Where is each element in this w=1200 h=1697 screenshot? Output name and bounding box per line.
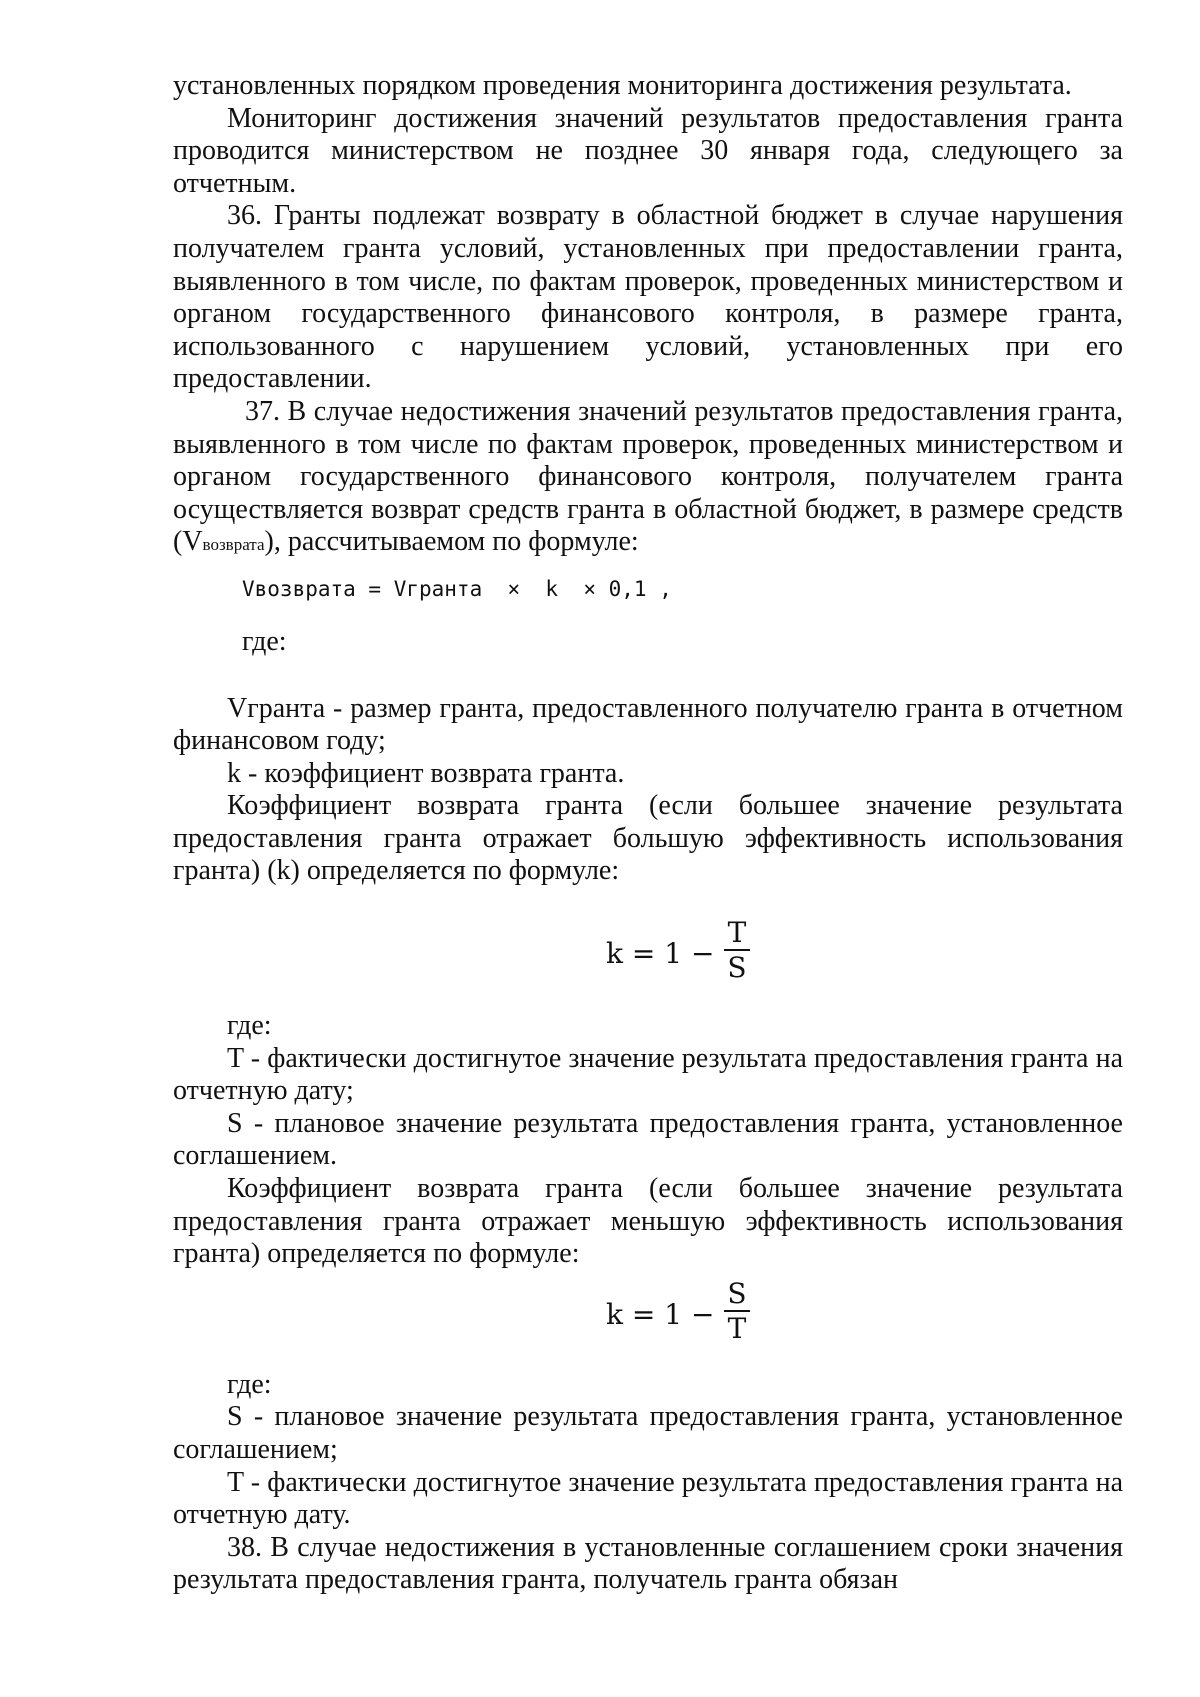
definition-s-2: S - плановое значение результата предоставления гранта, установленное соглашением; <box>173 1401 1123 1465</box>
definition-t: T - фактически достигнутое значение результата предоставления гранта на отчетную дату; <box>173 1042 1123 1107</box>
paragraph-36: 36. Гранты подлежат возврату в областной бюджет в случае нарушения получателем гранта условий, установленных при предоставлении гранта, выявленного в том числе, по фактам проверок, проведенных министерством и органом государственного финансового контроля, в размере гранта, использованного с нарушением условий, установленных при его предоставлении. <box>173 200 1123 395</box>
formula-2-numerator: S <box>727 1276 747 1310</box>
paragraph-monitoring: Мониторинг достижения значений результатов предоставления гранта проводится министерством не позднее 30 января года, следующего за отчетным. <box>173 102 1123 199</box>
paragraph-38: 38. В случае недостижения в установленные соглашением сроки значения результата предоставления гранта, получатель гранта обязан <box>173 1531 1123 1596</box>
paragraph-continuation: установленных порядком проведения мониторинга достижения результата. <box>173 70 1072 101</box>
formula-1-numerator: T <box>727 916 747 950</box>
document-body <box>173 70 1123 1597</box>
definition-t-2: T - фактически достигнутое значение результата предоставления гранта на отчетную дату. <box>173 1466 1123 1531</box>
paragraph-coefficient-2: Коэффициент возврата гранта (если большее значение результата предоставления гранта отражает меньшую эффективность использования гранта) определяется по формуле: <box>173 1173 1123 1270</box>
paragraph-37-text: 37. В случае недостижения значений результатов предоставления гранта, выявленного в том числе по фактам проверок, проведенных министерством и органом государственного финансового контроля, получателем гранта осуществляется возврат средств гранта в областной бюджет, в размере средств (V <box>173 395 1123 558</box>
coefficient-formula-1 <box>173 898 1123 1010</box>
formula-1-lhs: k = 1 − <box>606 937 715 971</box>
definition-k: k - коэффициент возврата гранта. <box>227 757 625 789</box>
coefficient-formula-2 <box>173 1269 1123 1369</box>
paragraph-37 <box>173 396 1123 562</box>
return-formula: Vвозврата = Vгранта × k × 0,1 , <box>242 576 672 601</box>
definition-vgranta: Vгранта - размер гранта, предоставленного получателю гранта в отчетном финансовом году; <box>173 692 1123 757</box>
formula-2-fraction <box>724 1277 750 1345</box>
formula-1-denominator: S <box>727 951 747 985</box>
where-label: где: <box>227 1010 272 1042</box>
where-label: где: <box>242 625 287 657</box>
paragraph-coefficient-1: Коэффициент возврата гранта (если большее значение результата предоставления гранта отражает большую эффективность использования гранта) (k) определяется по формуле: <box>173 790 1123 887</box>
paragraph-37-subscript: возврата <box>202 535 265 555</box>
formula-2-denominator: T <box>727 1311 747 1345</box>
formula-1-fraction <box>724 916 750 984</box>
where-label: где: <box>227 1368 272 1400</box>
definition-s: S - плановое значение результата предоставления гранта, установленное соглашением. <box>173 1107 1123 1172</box>
formula-2-lhs: k = 1 − <box>606 1297 715 1331</box>
paragraph-37-tail: ), рассчитываемом по формуле: <box>264 526 639 558</box>
